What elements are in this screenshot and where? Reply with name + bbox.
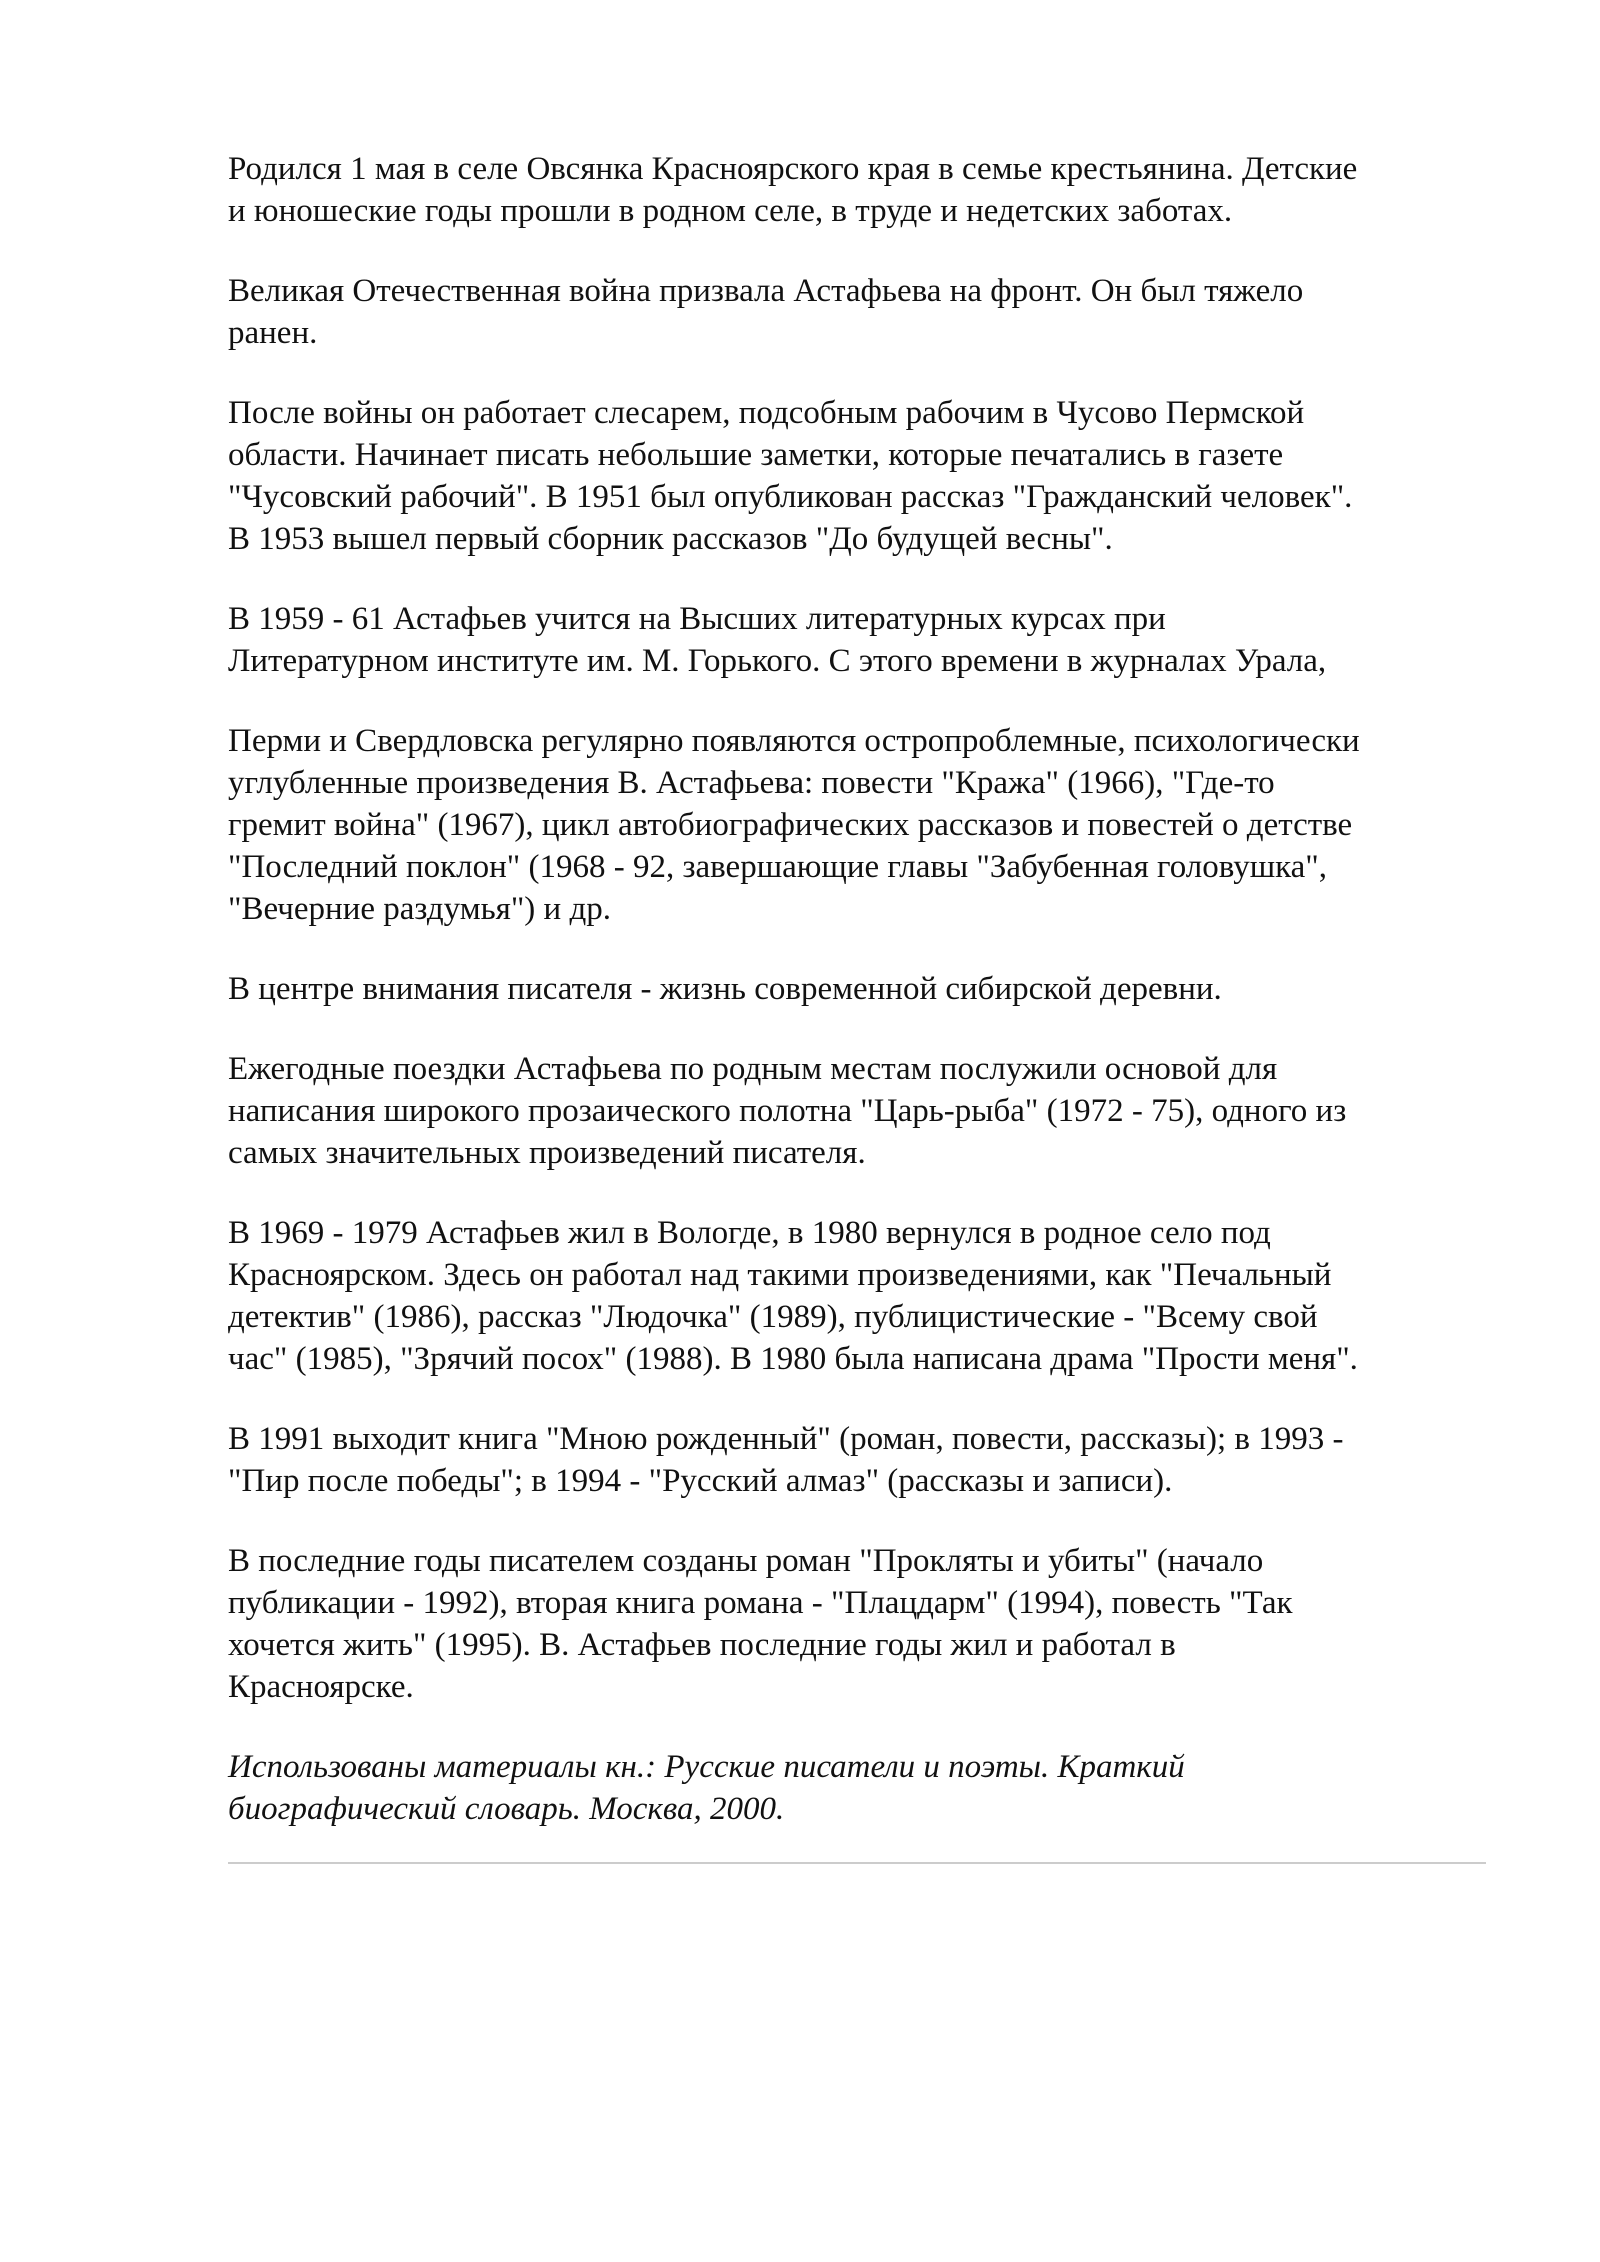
text-line: "Последний поклон" (1968 - 92, завершающие главы "Забубенная головушка", xyxy=(228,849,1328,885)
text-line: Родился 1 мая в селе Овсянка Красноярского края в семье крестьянина. Детские xyxy=(228,151,1358,187)
text-line: В 1959 - 61 Астафьев учится на Высших литературных курсах при xyxy=(228,601,1166,637)
text-line: биографический словарь. Москва, 2000. xyxy=(228,1791,785,1827)
text-line: области. Начинает писать небольшие заметки, которые печатались в газете xyxy=(228,437,1284,473)
paragraph-works xyxy=(228,720,1488,930)
text-line: Красноярском. Здесь он работал над такими произведениями, как "Печальный xyxy=(228,1257,1332,1293)
text-line: В 1991 выходит книга "Мною рожденный" (роман, повести, рассказы); в 1993 - xyxy=(228,1421,1344,1457)
paragraph-focus xyxy=(228,968,1488,1010)
paragraph-after-war xyxy=(228,392,1488,560)
text-line: написания широкого прозаического полотна "Царь-рыба" (1972 - 75), одного из xyxy=(228,1093,1347,1129)
text-line: публикации - 1992), вторая книга романа - "Плацдарм" (1994), повесть "Так xyxy=(228,1585,1293,1621)
text-line: В последние годы писателем созданы роман "Прокляты и убиты" (начало xyxy=(228,1543,1264,1579)
text-line: Ежегодные поездки Астафьева по родным местам послужили основой для xyxy=(228,1051,1278,1087)
text-line: Литературном институте им. М. Горького. С этого времени в журналах Урала, xyxy=(228,643,1327,679)
text-line: "Пир после победы"; в 1994 - "Русский алмаз" (рассказы и записи). xyxy=(228,1463,1173,1499)
document-body xyxy=(228,148,1488,1868)
text-line: "Вечерние раздумья") и др. xyxy=(228,891,611,927)
text-line: В 1969 - 1979 Астафьев жил в Вологде, в 1980 вернулся в родное село под xyxy=(228,1215,1271,1251)
paragraph-literary-courses xyxy=(228,598,1488,682)
text-line: В 1953 вышел первый сборник рассказов "До будущей весны". xyxy=(228,521,1113,557)
text-line: хочется жить" (1995). В. Астафьев последние годы жил и работал в xyxy=(228,1627,1176,1663)
text-line: Великая Отечественная война призвала Астафьева на фронт. Он был тяжело xyxy=(228,273,1304,309)
paragraph-last-years xyxy=(228,1540,1488,1708)
text-line: Красноярске. xyxy=(228,1669,414,1705)
paragraph-vologda xyxy=(228,1212,1488,1380)
paragraph-tsar-ryba xyxy=(228,1048,1488,1174)
text-line: После войны он работает слесарем, подсобным рабочим в Чусово Пермской xyxy=(228,395,1305,431)
text-line: Использованы материалы кн.: Русские писатели и поэты. Краткий xyxy=(228,1749,1185,1785)
text-line: ранен. xyxy=(228,315,318,351)
text-line: углубленные произведения В. Астафьева: повести "Кража" (1966), "Где-то xyxy=(228,765,1275,801)
text-line: и юношеские годы прошли в родном селе, в труде и недетских заботах. xyxy=(228,193,1233,229)
horizontal-divider xyxy=(228,1862,1486,1864)
paragraph-birth xyxy=(228,148,1488,232)
paragraph-1991 xyxy=(228,1418,1488,1502)
text-line: Перми и Свердловска регулярно появляются остропроблемные, психологически xyxy=(228,723,1360,759)
text-line: "Чусовский рабочий". В 1951 был опубликован рассказ "Гражданский человек". xyxy=(228,479,1353,515)
source-note xyxy=(228,1746,1488,1830)
text-line: час" (1985), "Зрячий посох" (1988). В 1980 была написана драма "Прости меня". xyxy=(228,1341,1358,1377)
text-line: детектив" (1986), рассказ "Людочка" (1989), публицистические - "Всему свой xyxy=(228,1299,1318,1335)
text-line: В центре внимания писателя - жизнь современной сибирской деревни. xyxy=(228,971,1222,1007)
text-line: гремит война" (1967), цикл автобиографических рассказов и повестей о детстве xyxy=(228,807,1353,843)
text-line: самых значительных произведений писателя. xyxy=(228,1135,866,1171)
paragraph-war xyxy=(228,270,1488,354)
